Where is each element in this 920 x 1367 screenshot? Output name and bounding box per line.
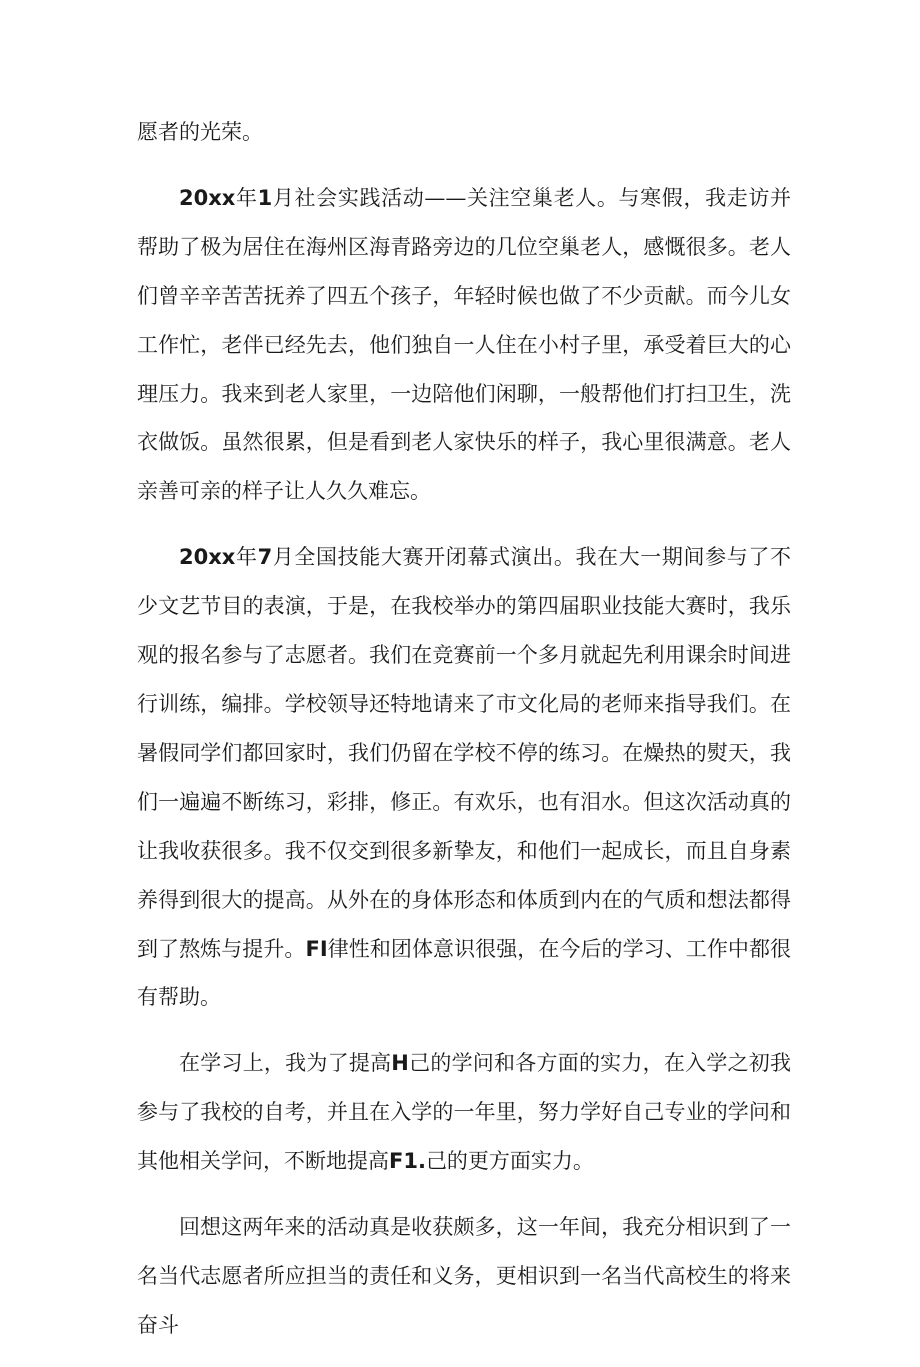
bold-fragment: FI [305,936,328,961]
paragraph-text: 月全国技能大赛开闭幕式演出。我在大一期间参与了不少文艺节目的表演，于是，在我校举办的第四届职业技能大赛时，我乐观的报名参与了志愿者。我们在竞赛前一个多月就起先利用课余时间进行训练，编排。学校领导还特地请来了市文化局的老师来指导我们。在暑假同学们都回家时，我们仍留在学校不停的练习。在燥热的熨天，我们一遍遍不断练习，彩排，修正。有欢乐，也有泪水。但这次活动真的让我收获很多。我不仅交到很多新挚友，和他们一起成长，而且自身素养得到很大的提高。从外在的身体形态和体质到内在的气质和想法都得到了熬炼与提升。 [137,545,791,961]
paragraph-skills-competition [137,533,791,1022]
paragraph-text: 回想这两年来的活动真是收获颇多，这一年间，我充分相识到了一名当代志愿者所应担当的责任和义务，更相识到一名当代高校生的将来奋斗 [137,1215,791,1337]
month-number: 7 [257,545,273,570]
month-number: 1 [257,185,273,210]
paragraph-text: 在学习上，我为了提高 [179,1051,392,1076]
paragraph-text: 己的学问和各方面的实力，在入学之初我参与了我校的自考，并且在入学的一年里，努力学好自己专业的学问和其他相关学问，不断地提高 [137,1051,792,1174]
bold-fragment: H [391,1051,409,1076]
paragraph-empty-nest-elderly [137,174,791,516]
paragraph-text: 愿者的光荣。 [137,120,263,144]
paragraph-reflection [137,1203,791,1350]
paragraph-text: 己的更方面实力。 [425,1149,594,1174]
paragraph-text: 律性和团体意识很强，在今后的学习、工作中都很有帮助。 [137,936,792,1010]
paragraph-continuation [137,108,791,157]
paragraph-text: 年 [235,185,258,210]
paragraph-text: 月社会实践活动——关注空巢老人。与寒假，我走访并帮助了极为居住在海州区海青路旁边的几位空巢老人，感慨很多。老人们曾辛辛苦苦抚养了四五个孩子，年轻时候也做了不少贡献。而今儿女工作忙，老伴已经先去，他们独自一人住在小村子里，承受着巨大的心理压力。我来到老人家里，一边陪他们闲聊，一般帮他们打扫卫生，洗衣做饭。虽然很累，但是看到老人家快乐的样子，我心里很满意。老人亲善可亲的样子让人久久难忘。 [137,185,792,504]
document-page [137,108,791,1367]
year-label: 20xx [179,185,236,210]
paragraph-text: 年 [235,545,258,570]
year-label: 20xx [179,545,236,570]
paragraph-study [137,1039,791,1186]
bold-fragment: F1. [389,1149,426,1174]
